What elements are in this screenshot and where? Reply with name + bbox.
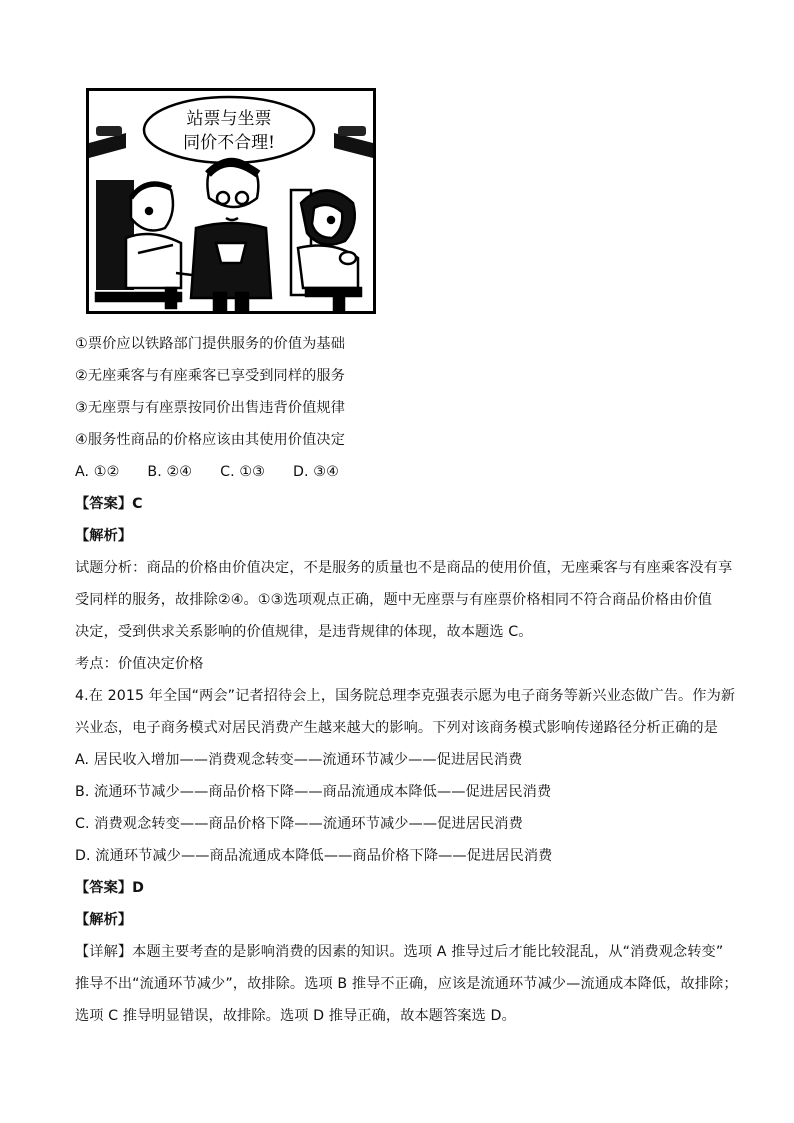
q4-option-b: B. 流通环节减少——商品价格下降——商品流通成本降低——促进居民消费 <box>75 784 552 800</box>
q4-answer: 【答案】D <box>75 880 145 896</box>
q3-kaodian: 考点：价值决定价格 <box>75 656 204 672</box>
q3-statement-2: ②无座乘客与有座乘客已享受到同样的服务 <box>75 368 345 384</box>
q4-analysis-line-1: 【详解】本题主要考查的是影响消费的因素的知识。选项 A 推导过后才能比较混乱，从“消费观念转变” <box>75 944 724 960</box>
q3-option-b: B. ②④ <box>147 464 193 480</box>
q3-option-c: C. ①③ <box>220 464 265 480</box>
bubble-text-line2: 同价不合理! <box>183 133 275 153</box>
bubble-text-line1: 站票与坐票 <box>186 109 272 129</box>
q3-statement-3: ③无座票与有座票按同价出售违背价值规律 <box>75 400 345 416</box>
q3-analysis-heading: 【解析】 <box>75 528 133 544</box>
q3-statement-4: ④服务性商品的价格应该由其使用价值决定 <box>75 432 345 448</box>
q3-answer: 【答案】C <box>75 496 143 512</box>
q4-stem-line-1: 4.在 2015 年全国“两会”记者招待会上，国务院总理李克强表示愿为电子商务等新兴业态做广告。作为新 <box>75 688 736 704</box>
cartoon-illustration <box>86 88 376 314</box>
q4-stem-line-2: 兴业态，电子商务模式对居民消费产生越来越大的影响。下列对该商务模式影响传递路径分析正确的是 <box>75 720 718 736</box>
q4-option-d: D. 流通环节减少——商品流通成本降低——商品价格下降——促进居民消费 <box>75 848 553 864</box>
q4-option-c: C. 消费观念转变——商品价格下降——流通环节减少——促进居民消费 <box>75 816 523 832</box>
q3-option-d: D. ③④ <box>293 464 339 480</box>
q3-options-row <box>75 462 339 482</box>
q4-analysis-line-3: 选项 C 推导明显错误，故排除。选项 D 推导正确，故本题答案选 D。 <box>75 1008 516 1024</box>
q4-option-a: A. 居民收入增加——消费观念转变——流通环节减少——促进居民消费 <box>75 752 523 768</box>
q3-option-a: A. ①② <box>75 464 120 480</box>
q3-analysis-line-1: 试题分析：商品的价格由价值决定，不是服务的质量也不是商品的使用价值，无座乘客与有座乘客没有享 <box>75 560 733 576</box>
q3-statement-1: ①票价应以铁路部门提供服务的价值为基础 <box>75 336 345 352</box>
q3-analysis-line-3: 决定，受到供求关系影响的价值规律，是违背规律的体现，故本题选 C。 <box>75 624 533 640</box>
q4-analysis-line-2: 推导不出“流通环节减少”，故排除。选项 B 推导不正确，应该是流通环节减少—流通成本降低，故排除； <box>75 976 738 992</box>
thought-bubble <box>144 97 314 163</box>
q4-analysis-heading: 【解析】 <box>75 912 133 928</box>
q3-analysis-line-2: 受同样的服务，故排除②④。①③选项观点正确，题中无座票与有座票价格相同不符合商品价格由价值 <box>75 592 713 608</box>
